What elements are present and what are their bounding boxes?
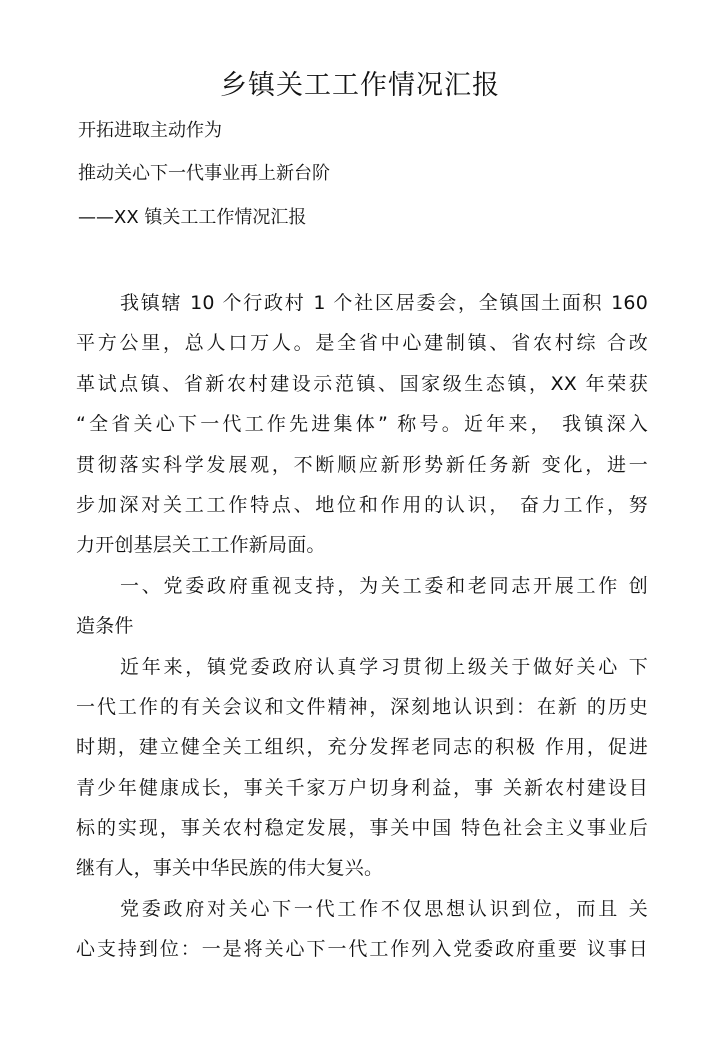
document-body (76, 283, 648, 970)
section-heading-line: 一、党委政府重视支持，为关工委和老同志开展工作 创 (120, 574, 648, 597)
paragraph-line: 贯彻落实科学发展观，不断顺应新形势新任务新 变化，进一 (76, 453, 648, 476)
paragraph-line: 力开创基层关工工作新局面。 (76, 534, 326, 557)
paragraph-line: 党委政府对关心下一代工作不仅思想认识到位，而且 关 (120, 897, 648, 920)
paragraph-line: 继有人，事关中华民族的伟大复兴。 (76, 857, 384, 880)
paragraph-line: 标的实现，事关农村稳定发展，事关中国 特色社会主义事业后 (76, 817, 648, 840)
paragraph-line: 革试点镇、省新农村建设示范镇、国家级生态镇，XX 年荣获 (76, 372, 648, 395)
paragraph-line: 一代工作的有关会议和文件精神，深刻地认识到：在新 的历史 (76, 695, 648, 718)
paragraph-line: 步加深对关工工作特点、地位和作用的认识， 奋力工作，努 (76, 493, 648, 516)
subtitle-2: 推动关心下一代事业再上新台阶 (78, 163, 330, 184)
subtitle-1: 开拓进取主动作为 (78, 120, 222, 141)
subtitle-3: ——XX 镇关工工作情况汇报 (78, 207, 307, 228)
paragraph-line: 近年来，镇党委政府认真学习贯彻上级关于做好关心 下 (120, 655, 648, 678)
paragraph-line: 平方公里，总人口万人。是全省中心建制镇、省农村综 合改 (76, 332, 648, 355)
section-heading-line: 造条件 (76, 615, 134, 638)
document-title: 乡镇关工工作情况汇报 (220, 70, 500, 101)
paragraph-line: 青少年健康成长，事关千家万户切身利益，事 关新农村建设目 (76, 776, 648, 799)
paragraph-line: 心支持到位：一是将关心下一代工作列入党委政府重要 议事日 (76, 938, 648, 961)
paragraph-line: 时期，建立健全关工组织，充分发挥老同志的积极 作用，促进 (76, 736, 648, 759)
paragraph-line: “全省关心下一代工作先进集体” 称号。近年来， 我镇深入 (76, 413, 648, 436)
paragraph-line: 我镇辖 10 个行政村 1 个社区居委会，全镇国土面积 160 (120, 292, 648, 314)
